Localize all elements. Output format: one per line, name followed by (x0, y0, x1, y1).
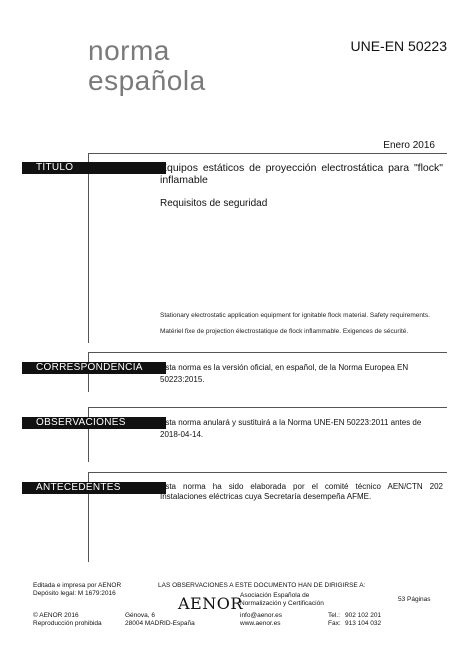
reproduction-notice: Reproducción prohibida (33, 620, 102, 627)
brand-line-1: norma (88, 35, 170, 66)
fax-label: Fax: (328, 620, 341, 627)
french-title: Matériel fixe de projection électrostatique de flock inflammable. Exigences de sécurité. (160, 328, 409, 335)
address-notice: LAS OBSERVACIONES A ESTE DOCUMENTO HAN DE DIRIGIRSE A: (158, 582, 366, 589)
section-label-titulo: TÍTULO (22, 162, 166, 174)
brand-line-2: española (88, 65, 206, 96)
website-address[interactable]: www.aenor.es (240, 620, 281, 627)
correspondencia-text: Esta norma es la versión oficial, en español, de la Norma Europea EN 50223:2015. (160, 363, 409, 384)
vertical-rule-titulo (88, 153, 89, 343)
association-line-1: Asociación Española de (240, 592, 310, 599)
legal-deposit: Depósito legal: M 1679:2016 (33, 590, 116, 597)
brand-title (88, 36, 206, 96)
divider-antecedentes (88, 472, 447, 473)
divider-correspondencia (88, 352, 447, 353)
page-count: 53 Páginas (398, 596, 431, 603)
aenor-logo: AENOR (178, 594, 243, 613)
section-label-antecedentes: ANTECEDENTES (22, 482, 166, 494)
vertical-rule-observaciones (88, 407, 89, 462)
divider-titulo (88, 153, 447, 154)
section-label-observaciones: OBSERVACIONES (22, 417, 166, 429)
section-label-correspondencia: CORRESPONDENCIA (22, 362, 166, 374)
document-subtitle: Requisitos de seguridad (160, 198, 268, 209)
street-address: Génova, 6 (125, 612, 155, 619)
city-address: 28004 MADRID-España (125, 620, 195, 627)
document-title: Equipos estáticos de proyección electrostática para "flock" inflamable (160, 162, 443, 186)
tel-label: Tel.: (328, 612, 340, 619)
copyright: © AENOR 2016 (33, 612, 79, 619)
english-title: Stationary electrostatic application equipment for ignitable flock material. Safety requirements. (160, 312, 430, 319)
publication-date: Enero 2016 (383, 140, 435, 151)
fax-number: 913 104 032 (345, 620, 382, 627)
observaciones-text: Esta norma anulará y sustituirá a la Norma UNE-EN 50223:2011 antes de 2018-04-14. (160, 418, 422, 439)
association-name (240, 592, 324, 608)
tel-number: 902 102 201 (345, 612, 382, 619)
edited-by: Editada e impresa por AENOR (33, 582, 122, 589)
divider-observaciones (88, 407, 447, 408)
email-address[interactable]: info@aenor.es (240, 612, 283, 619)
association-line-2: Normalización y Certificación (240, 600, 324, 607)
standard-code: UNE-EN 50223 (350, 38, 447, 54)
antecedentes-text: Esta norma ha sido elaborada por el comité técnico AEN/CTN 202 Instalaciones eléctricas cuya Secretaría desempeña AFME. (160, 482, 443, 501)
